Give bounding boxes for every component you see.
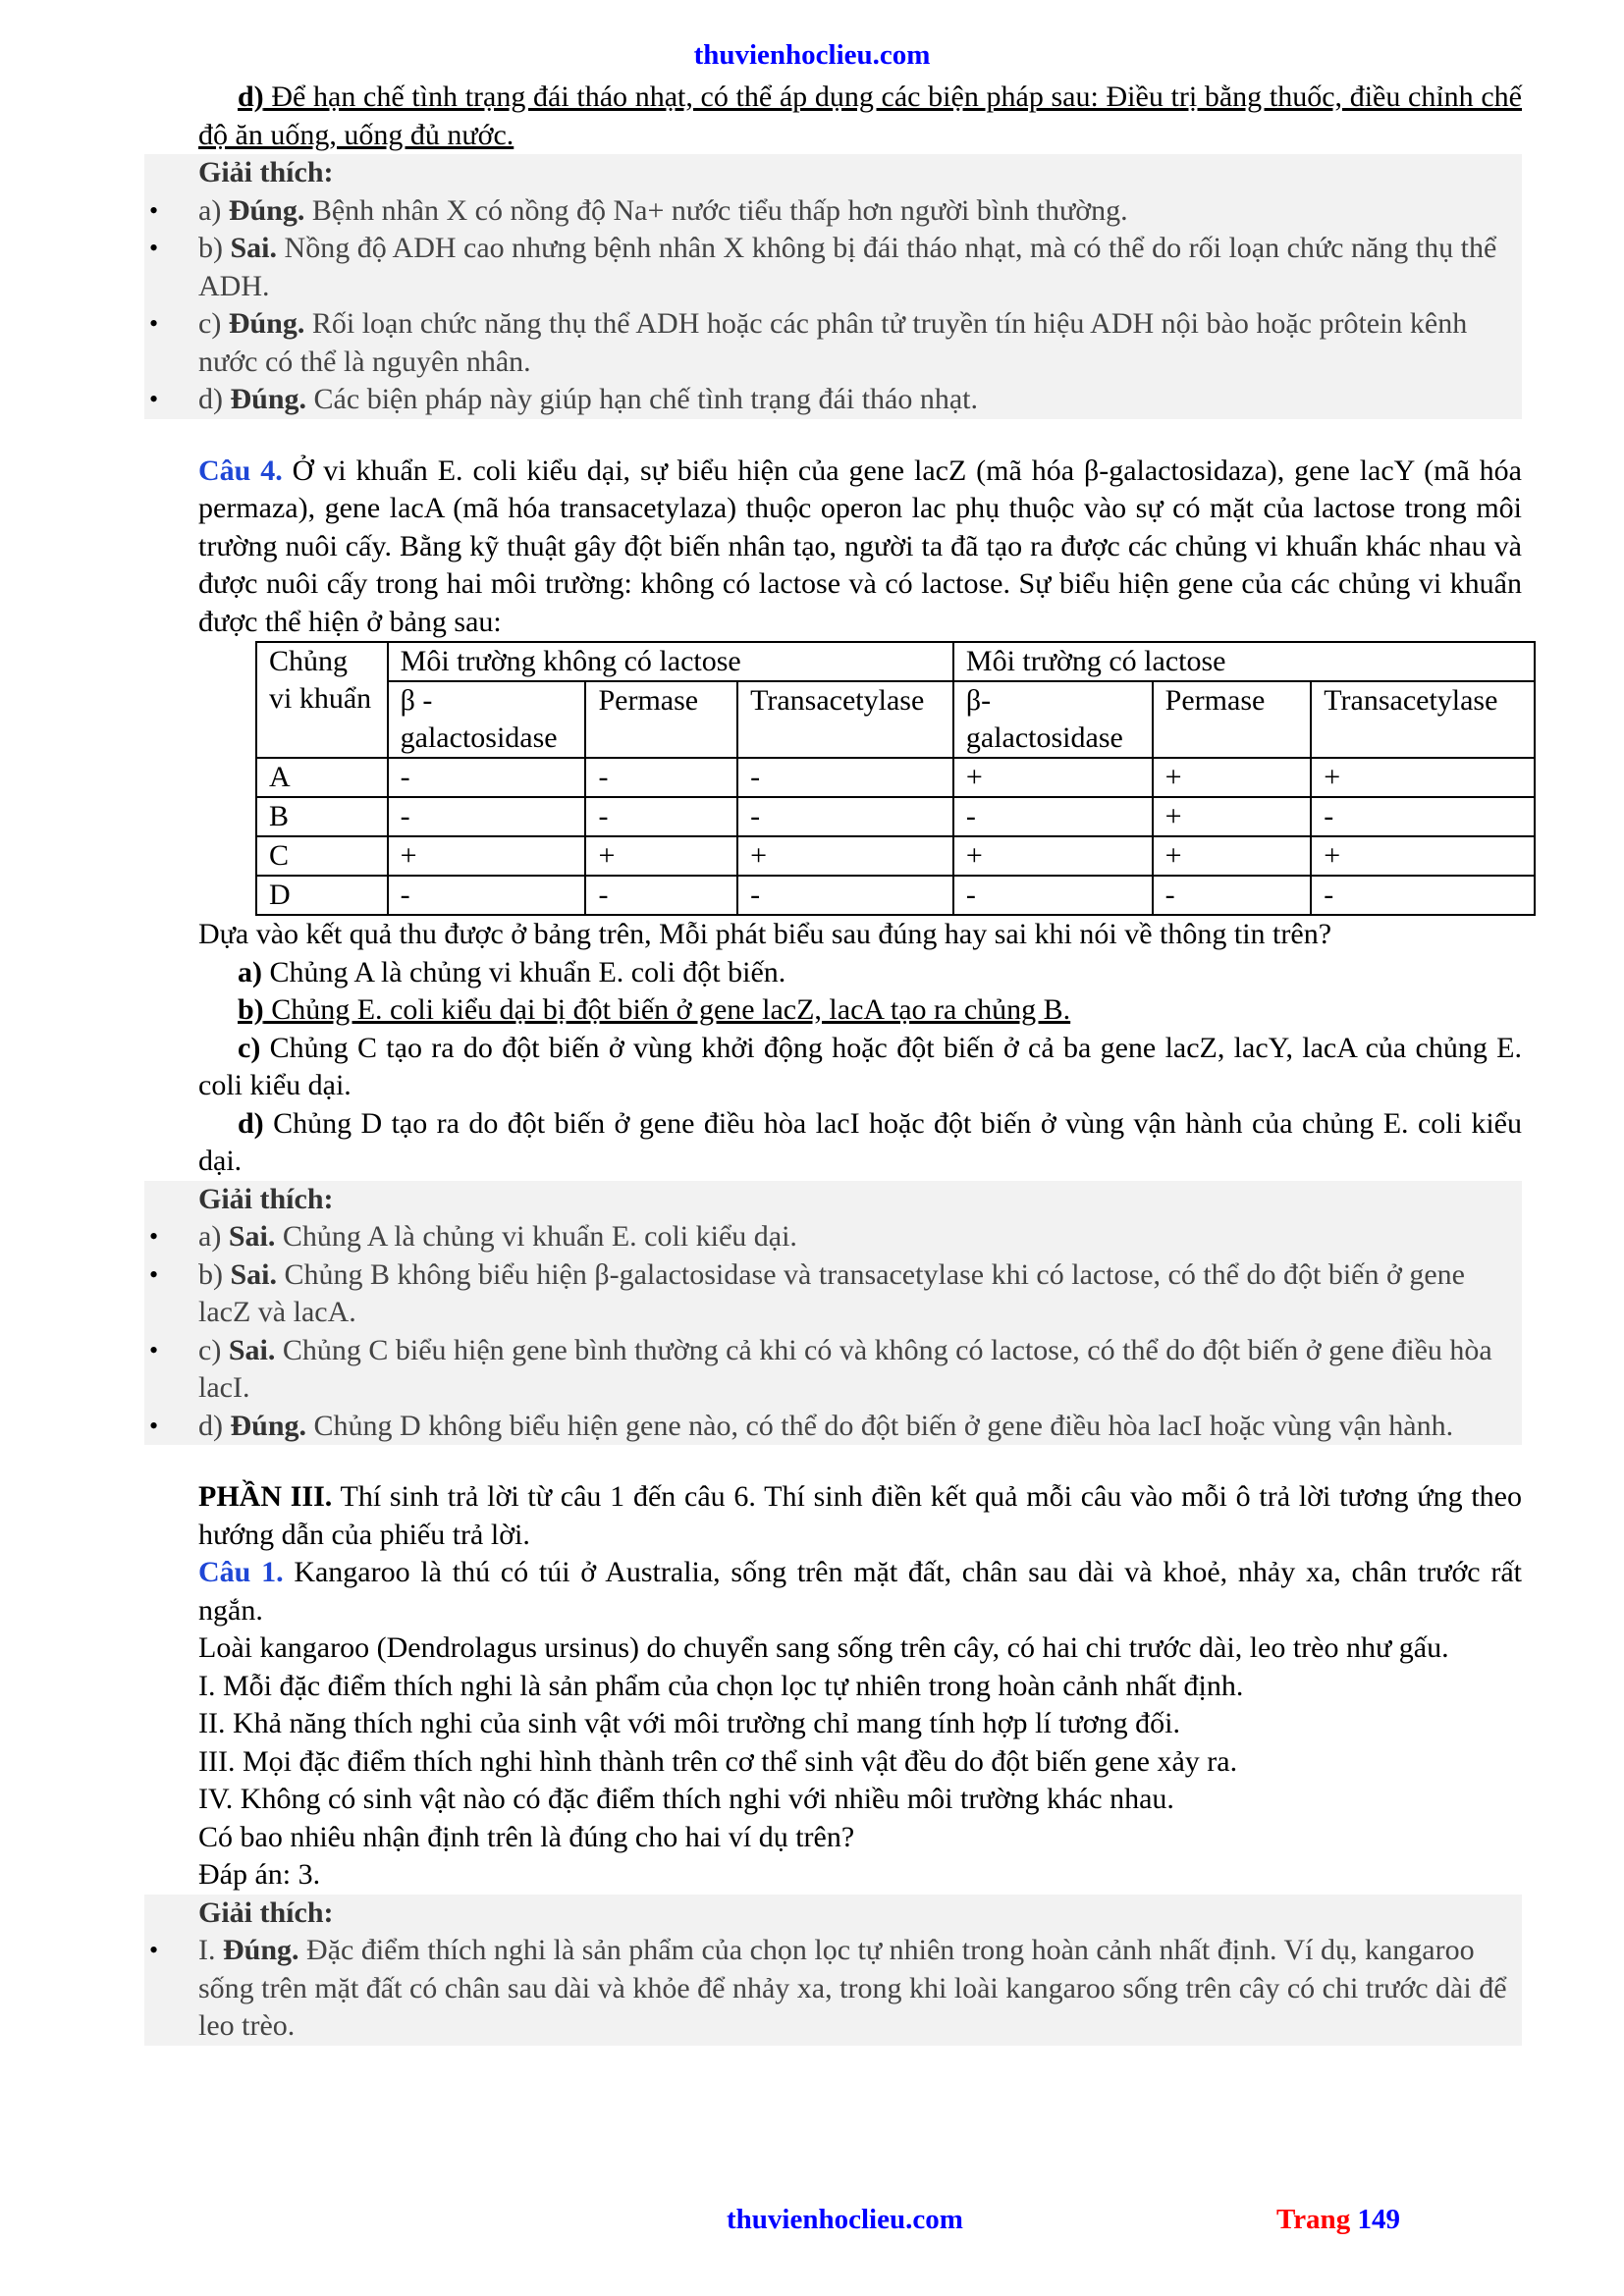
table-cell: -	[953, 876, 1153, 915]
item-label: b)	[198, 1257, 231, 1291]
explanation-item	[198, 381, 1522, 419]
table-cell: -	[737, 876, 953, 915]
item-verdict: Đúng.	[230, 1409, 307, 1442]
item-text: Rối loạn chức năng thụ thể ADH hoặc các phân tử truyền tín hiệu ADH nội bào hoặc prôtein kênh nước có thể là nguyên nhân.	[198, 307, 1468, 378]
header-site-link[interactable]: thuvienhoclieu.com	[693, 39, 931, 71]
part3-q1	[198, 1554, 1522, 1629]
strain-cell: B	[256, 797, 388, 836]
table-row	[256, 876, 1535, 915]
item-label: a)	[198, 1220, 229, 1253]
item-text: Các biện pháp này giúp hạn chế tình trạng đái tháo nhạt.	[306, 383, 979, 415]
statement-text: Chủng E. coli kiểu dại bị đột biến ở gene lacZ, lacA tạo ra chủng B.	[263, 993, 1071, 1026]
explanation-item	[198, 1218, 1522, 1256]
item-label: d)	[198, 383, 231, 415]
table-cell: +	[1153, 797, 1312, 836]
item-label: I.	[198, 1934, 223, 1966]
explanation-item	[198, 1932, 1522, 2046]
item-verdict: Đúng.	[230, 383, 307, 415]
explanation-item	[198, 192, 1522, 231]
table-cell: +	[1311, 836, 1535, 876]
part3-q1-text2: Loài kangaroo (Dendrolagus ursinus) do chuyển sang sống trên cây, có hai chi trước dài, leo trèo như gấu.	[198, 1631, 1449, 1664]
statement-label: d)	[238, 1106, 264, 1140]
statement-label: b)	[238, 993, 264, 1026]
table-row	[256, 797, 1535, 836]
table-cell: +	[953, 758, 1153, 797]
page-word: Trang	[1276, 2204, 1351, 2235]
q4-intro	[198, 453, 1522, 642]
sub-header: Transacetylase	[737, 681, 953, 758]
sub-header: Permase	[1153, 681, 1312, 758]
q3-statement-d	[198, 79, 1522, 154]
q4-statement-b	[198, 991, 1522, 1030]
q4-explanation	[144, 1181, 1522, 1446]
table-header-row	[256, 642, 1535, 681]
strain-cell: D	[256, 876, 388, 915]
item-label: c)	[198, 1333, 229, 1366]
explanation-item	[198, 305, 1522, 381]
table-subheader-row	[256, 681, 1535, 758]
page-num: 149	[1357, 2204, 1400, 2235]
explanation-item	[198, 1332, 1522, 1408]
q4-prompt: Dựa vào kết quả thu được ở bảng trên, Mỗi phát biểu sau đúng hay sai khi nói về thông tin trên?	[198, 918, 1332, 950]
question-text: Ở vi khuẩn E. coli kiểu dại, sự biểu hiện của gene lacZ (mã hóa β-galactosidaza), gene lacY (mã hóa permaza), gene lacA (mã hóa transacetylaza) thuộc operon lac phụ thuộc vào sự có mặt của lactose trong môi trường nuôi cấy. Bằng kỹ thuật gây đột biến nhân tạo, người ta đã tạo ra được các chủng vi khuẩn khác nhau và được nuôi cấy trong hai môi trường: không có lactose và có lactose. Sự biểu hiện gene của các chủng vi khuẩn được thể hiện ở bảng sau:	[198, 454, 1522, 638]
table-cell: -	[1311, 797, 1535, 836]
table-cell: +	[737, 836, 953, 876]
statement-text: Để hạn chế tình trạng đái tháo nhạt, có thể áp dụng các biện pháp sau: Điều trị bằng thuốc, điều chỉnh chế độ ăn uống, uống đủ nước.	[198, 80, 1522, 151]
lac-expression-table	[255, 641, 1536, 916]
item-verdict: Đúng.	[228, 193, 305, 227]
item-verdict: Đúng.	[223, 1934, 299, 1966]
sub-header: Transacetylase	[1311, 681, 1535, 758]
item-text: Chủng D không biểu hiện gene nào, có thể do đột biến ở gene điều hòa lacI hoặc vùng vận hành.	[306, 1409, 1454, 1442]
statement-text: Chủng C tạo ra do đột biến ở vùng khởi động hoặc đột biến ở cả ba gene lacZ, lacY, lacA của chủng E. coli kiểu dại.	[198, 1031, 1522, 1101]
sub-header: β-galactosidase	[953, 681, 1153, 758]
table-cell: -	[585, 758, 737, 797]
explanation-item	[198, 230, 1522, 305]
table-cell: -	[953, 797, 1153, 836]
q3-explanation	[144, 154, 1522, 419]
table-cell: -	[388, 876, 586, 915]
page-content	[198, 79, 1522, 2046]
strain-header: Chủng vi khuẩn	[256, 642, 388, 758]
item-label: b)	[198, 232, 231, 264]
question-label: Câu 1.	[198, 1556, 284, 1588]
item-label: c)	[198, 307, 229, 340]
item-verdict: Sai.	[228, 1333, 276, 1366]
question-label: Câu 4.	[198, 454, 283, 487]
item-text: Nồng độ ADH cao nhưng bệnh nhân X không bị đái tháo nhạt, mà có thể do rối loạn chức năng thụ thể ADH.	[198, 232, 1497, 302]
q4-statement-a	[198, 954, 1522, 992]
table-cell: +	[388, 836, 586, 876]
table-cell: -	[585, 797, 737, 836]
statement-text: Chủng A là chủng vi khuẩn E. coli đột biến.	[262, 955, 786, 988]
table-cell: -	[585, 876, 737, 915]
item-text: Chủng B không biểu hiện β-galactosidase và transacetylase khi có lactose, có thể do đột biến ở gene lacZ và lacA.	[198, 1257, 1465, 1328]
table-cell: +	[953, 836, 1153, 876]
q4-statement-c	[198, 1030, 1522, 1105]
item-verdict: Đúng.	[228, 307, 305, 340]
question-text: Kangaroo là thú có túi ở Australia, sống trên mặt đất, chân sau dài và khoẻ, nhảy xa, chân trước rất ngắn.	[198, 1556, 1522, 1627]
statement-label: a)	[238, 955, 262, 988]
table-cell: +	[585, 836, 737, 876]
item-verdict: Sai.	[230, 1257, 278, 1291]
claim-item: II. Khả năng thích nghi của sinh vật với môi trường chỉ mang tính hợp lí tương đối.	[198, 1707, 1181, 1739]
table-cell: +	[1311, 758, 1535, 797]
table-cell: +	[1153, 758, 1312, 797]
statement-label: d)	[238, 80, 264, 113]
part3-question: Có bao nhiêu nhận định trên là đúng cho hai ví dụ trên?	[198, 1820, 855, 1853]
strain-cell: A	[256, 758, 388, 797]
explanation-heading: Giải thích:	[198, 1182, 334, 1215]
table-cell: -	[388, 797, 586, 836]
table-row	[256, 758, 1535, 797]
claim-item: I. Mỗi đặc điểm thích nghi là sản phẩm của chọn lọc tự nhiên trong hoàn cảnh nhất định.	[198, 1669, 1244, 1702]
statement-label: c)	[238, 1031, 261, 1064]
item-label: a)	[198, 193, 229, 227]
item-verdict: Sai.	[230, 232, 278, 264]
section-text: Thí sinh trả lời từ câu 1 đến câu 6. Thí sinh điền kết quả mỗi câu vào mỗi ô trả lời tương ứng theo hướng dẫn của phiếu trả lời.	[198, 1480, 1522, 1551]
section-label: PHẦN III.	[198, 1480, 333, 1513]
explanation-heading: Giải thích:	[198, 156, 334, 188]
env-no-lactose-header: Môi trường không có lactose	[388, 642, 953, 681]
page-number	[1276, 2204, 1400, 2236]
part3-answer: Đáp án: 3.	[198, 1858, 321, 1891]
table-cell: -	[737, 758, 953, 797]
item-text: Chủng A là chủng vi khuẩn E. coli kiểu dại.	[275, 1220, 797, 1253]
strain-cell: C	[256, 836, 388, 876]
item-verdict: Sai.	[228, 1220, 276, 1253]
table-cell: -	[388, 758, 586, 797]
item-label: d)	[198, 1409, 231, 1442]
table-row	[256, 836, 1535, 876]
item-text: Chủng C biểu hiện gene bình thường cả khi có và không có lactose, có thể do đột biến ở gene điều hòa lacI.	[198, 1333, 1492, 1404]
table-cell: -	[1311, 876, 1535, 915]
item-text: Bệnh nhân X có nồng độ Na+ nước tiểu thấp hơn người bình thường.	[304, 193, 1128, 227]
sub-header: β - galactosidase	[388, 681, 586, 758]
explanation-heading: Giải thích:	[198, 1896, 334, 1929]
part3-explanation	[144, 1895, 1522, 2046]
footer-site-link[interactable]: thuvienhoclieu.com	[727, 2204, 963, 2235]
claim-item: IV. Không có sinh vật nào có đặc điểm thích nghi với nhiều môi trường khác nhau.	[198, 1783, 1174, 1815]
q4-statement-d	[198, 1105, 1522, 1181]
item-text: Đặc điểm thích nghi là sản phẩm của chọn lọc tự nhiên trong hoàn cảnh nhất định. Ví dụ, kangaroo sống trên mặt đất có chân sau dài và khỏe để nhảy xa, trong khi loài kangaroo sống trên cây có chi trước dài để leo trèo.	[198, 1934, 1507, 2042]
claim-item: III. Mọi đặc điểm thích nghi hình thành trên cơ thể sinh vật đều do đột biến gene xảy ra.	[198, 1744, 1238, 1778]
table-cell: +	[1153, 836, 1312, 876]
part3-intro	[198, 1478, 1522, 1554]
table-cell: -	[1153, 876, 1312, 915]
explanation-item	[198, 1408, 1522, 1446]
sub-header: Permase	[585, 681, 737, 758]
explanation-item	[198, 1256, 1522, 1332]
env-lactose-header: Môi trường có lactose	[953, 642, 1535, 681]
statement-text: Chủng D tạo ra do đột biến ở gene điều hòa lacI hoặc đột biến ở vùng vận hành của chủng E. coli kiểu dại.	[198, 1106, 1522, 1177]
table-cell: -	[737, 797, 953, 836]
